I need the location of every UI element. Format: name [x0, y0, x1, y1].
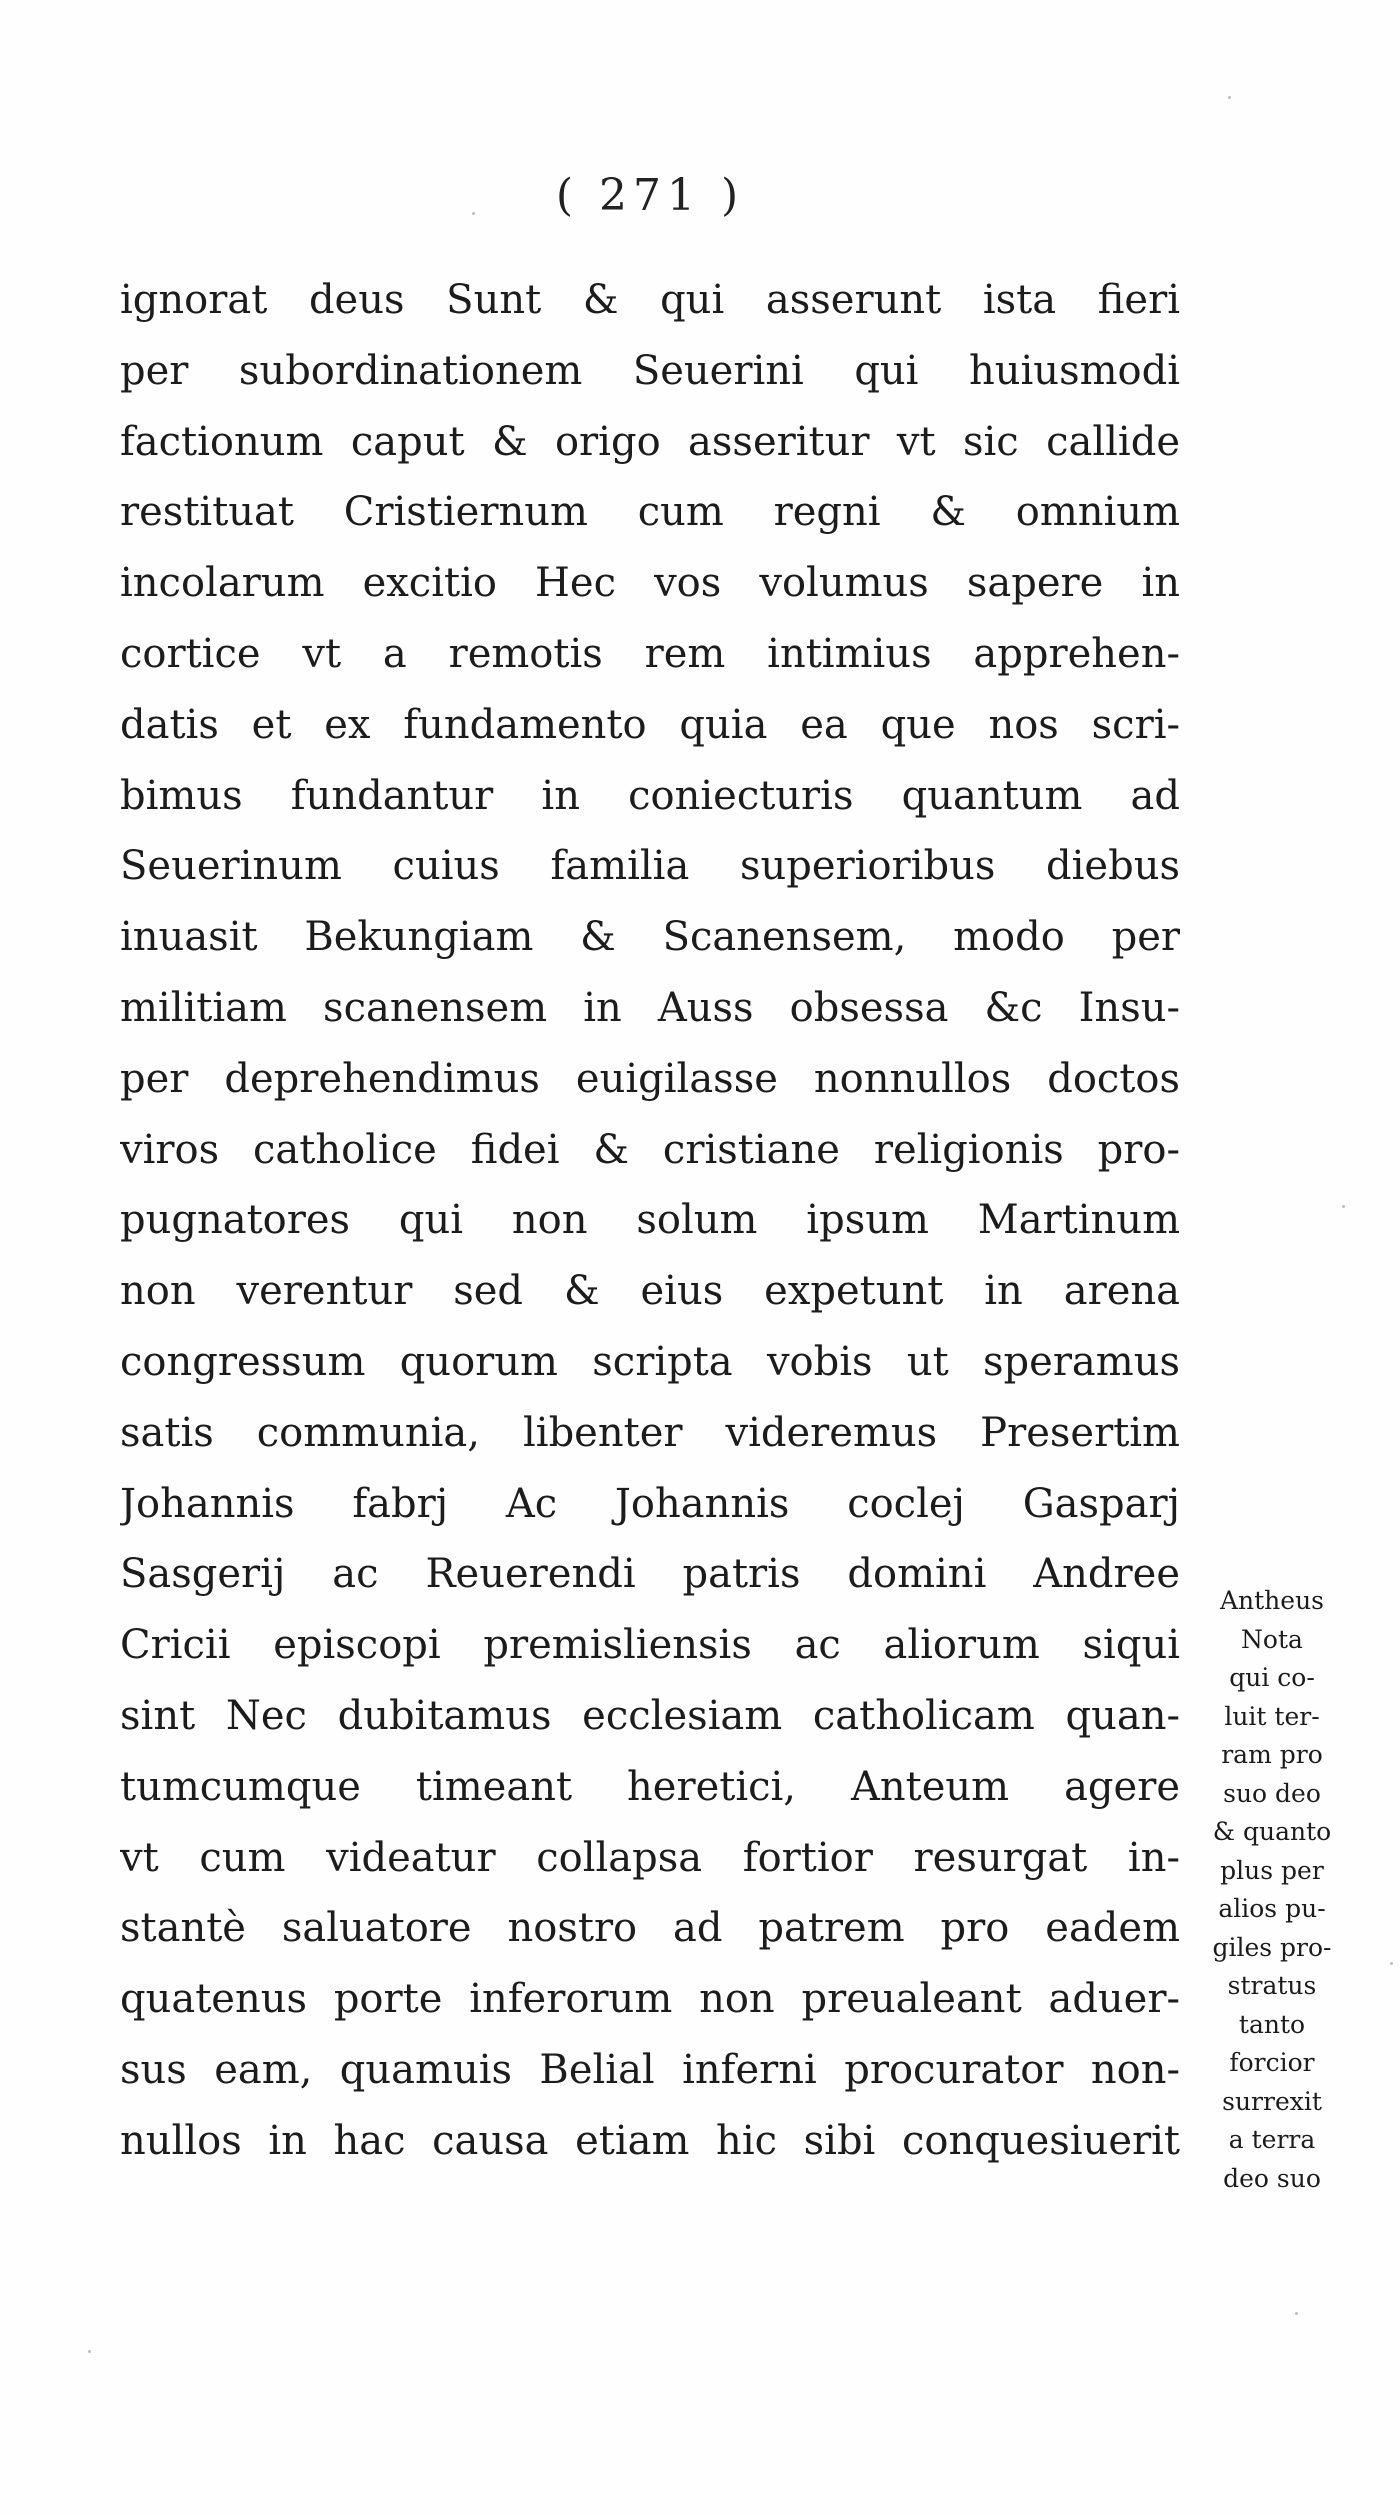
- text-line: sus eam, quamuis Belial inferni procurator non-: [120, 2046, 1180, 2093]
- text-line: vt cum videatur collapsa fortior resurgat in-: [120, 1834, 1180, 1881]
- text-line: pugnatores qui non solum ipsum Martinum: [120, 1197, 1180, 1244]
- text-line: restituat Cristiernum cum regni & omnium: [120, 489, 1180, 536]
- marginal-note: [1182, 1582, 1362, 2198]
- text-line: viros catholice fidei & cristiane religionis pro-: [120, 1126, 1180, 1173]
- margin-note-line: plus per: [1220, 1855, 1324, 1885]
- text-line: quatenus porte inferorum non preualeant aduer-: [120, 1976, 1180, 2023]
- text-line: Sasgerij ac Reuerendi patris domini Andree: [120, 1551, 1180, 1598]
- margin-note-line: Antheus: [1219, 1586, 1325, 1615]
- text-line: Cricii episcopi premisliensis ac aliorum siqui: [120, 1622, 1180, 1669]
- margin-note-line: qui co-: [1229, 1663, 1315, 1692]
- text-line: incolarum excitio Hec vos volumus sapere in: [120, 560, 1180, 607]
- print-speck: [88, 2350, 91, 2353]
- margin-note-line: giles pro-: [1212, 1932, 1332, 1962]
- text-line: tumcumque timeant heretici, Anteum agere: [120, 1763, 1180, 1810]
- margin-note-line: Nota: [1241, 1624, 1303, 1654]
- text-line: Seuerinum cuius familia superioribus diebus: [120, 843, 1180, 890]
- margin-note-line: deo suo: [1223, 2163, 1321, 2193]
- margin-note-line: forcior: [1229, 2048, 1315, 2077]
- margin-note-line: surrexit: [1222, 2086, 1322, 2116]
- page-number: ( 271 ): [555, 170, 745, 221]
- text-line: per deprehendimus euigilasse nonnullos doctos: [120, 1055, 1180, 1102]
- text-line: inuasit Bekungiam & Scanensem, modo per: [120, 914, 1180, 961]
- print-speck: [1228, 96, 1231, 99]
- text-line: factionum caput & origo asseritur vt sic callide: [120, 418, 1180, 465]
- margin-note-line: ram pro: [1221, 1740, 1323, 1769]
- text-line: non verentur sed & eius expetunt in arena: [120, 1268, 1180, 1315]
- margin-note-line: & quanto: [1212, 1817, 1332, 1846]
- text-line: per subordinationem Seuerini qui huiusmodi: [120, 347, 1180, 394]
- margin-note-line: tanto: [1238, 2009, 1306, 2039]
- text-line: datis et ex fundamento quia ea que nos scri-: [120, 701, 1180, 748]
- margin-note-line: stratus: [1227, 1971, 1317, 2000]
- text-line: congressum quorum scripta vobis ut speramus: [120, 1338, 1180, 1385]
- text-line: satis communia, libenter videremus Presertim: [120, 1409, 1180, 1456]
- text-line: stantè saluatore nostro ad patrem pro eadem: [120, 1905, 1180, 1952]
- print-speck: [1390, 1962, 1393, 1965]
- text-line: cortice vt a remotis rem intimius apprehen-: [120, 630, 1180, 677]
- margin-note-line: suo deo: [1223, 1778, 1321, 1808]
- main-text-block: [120, 265, 1180, 2177]
- text-line: sint Nec dubitamus ecclesiam catholicam quan-: [120, 1692, 1180, 1739]
- print-speck: [472, 212, 475, 215]
- print-speck: [1295, 2312, 1298, 2315]
- text-line: nullos in hac causa etiam hic sibi conquesiuerit: [120, 2117, 1180, 2164]
- margin-note-line: a terra: [1228, 2125, 1316, 2154]
- margin-note-line: luit ter-: [1224, 1701, 1320, 1731]
- text-line: Johannis fabrj Ac Johannis coclej Gasparj: [120, 1480, 1180, 1527]
- print-speck: [1342, 1205, 1345, 1208]
- margin-note-line: alios pu-: [1218, 1894, 1326, 1923]
- text-line: ignorat deus Sunt & qui asserunt ista fieri: [120, 277, 1180, 323]
- text-line: bimus fundantur in coniecturis quantum ad: [120, 772, 1180, 819]
- text-line: militiam scanensem in Auss obsessa &c Insu-: [120, 984, 1180, 1031]
